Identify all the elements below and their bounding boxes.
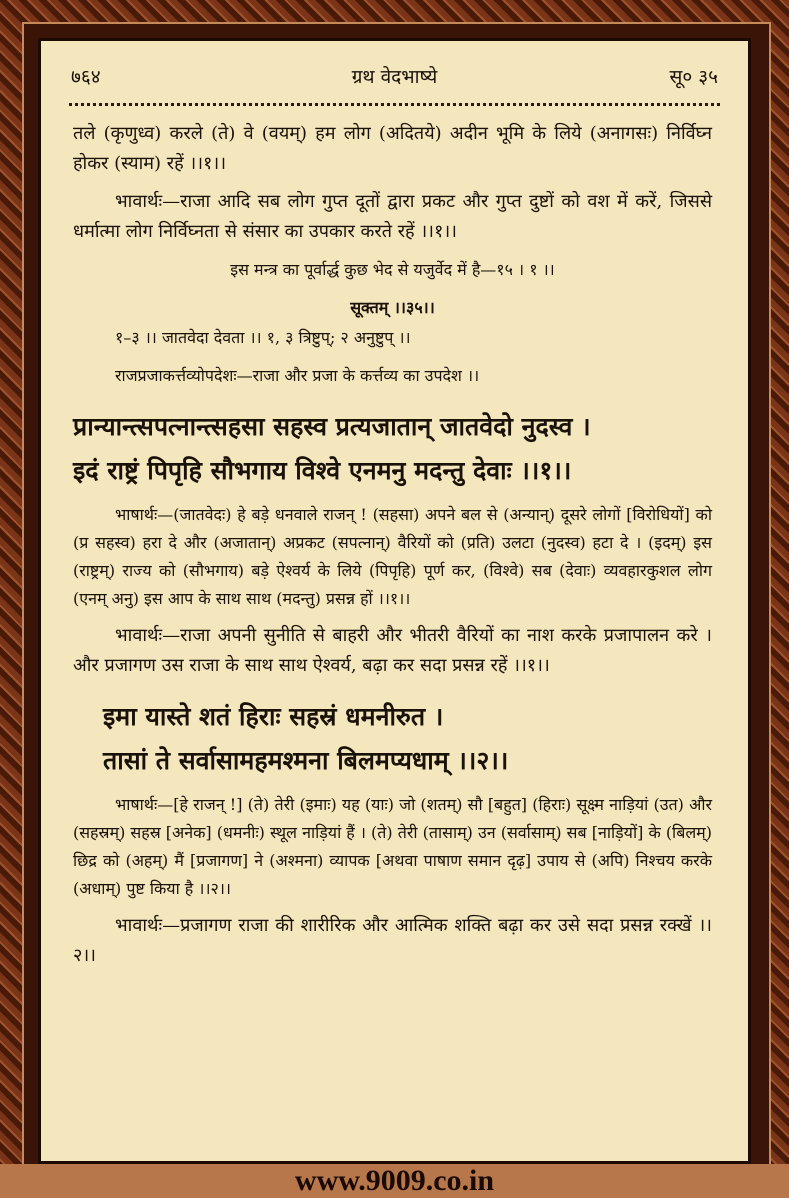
bhashartha-1: भाषार्थः—(जातवेदः) हे बड़े धनवाले राजन् ! (सहसा) अपने बल से (अन्यान्) दूसरे लोगों [विरोधियों] को (प्र सहस्व) हरा दे और (अजातान्) अप्रकट (सपत्नान्) वैरियों को (प्रति) उलटा (नुदस्व) हटा दे । (इदम्) इस (राष्ट्रम्) राज्य को (सौभगाय) बड़े ऐश्वर्य के लिये (पिपृहि) पूर्ण कर, (विश्वे) सब (देवाः) व्यवहारकुशल लोग (एनम् अनु) इस आप के साथ साथ (मदन्तु) प्रसन्न हों ।।१।। bbox=[73, 505, 712, 608]
mantra-2-line-2: तासां ते सर्वासामहमश्मना बिलमप्यधाम् ।।२।। bbox=[103, 746, 509, 775]
paragraph-1: तले (कृणुध्व) करले (ते) वे (वयम्) हम लोग (अदितये) अदीन भूमि के लिये (अनागसः) निर्विघ्न होकर (स्याम) रहें ।।१।। bbox=[73, 123, 712, 174]
page-header bbox=[71, 63, 718, 95]
sukta-reference: सू० ३५ bbox=[669, 66, 718, 88]
book-page bbox=[38, 38, 751, 1164]
bhavartha-2: भावार्थः—राजा अपनी सुनीति से बाहरी और भीतरी वैरियों का नाश करके प्रजापालन करे । और प्रजागण उस राजा के साथ साथ ऐश्वर्य, बढ़ा कर सदा प्रसन्न रहें ।।१।। bbox=[73, 625, 712, 676]
header-divider bbox=[69, 103, 720, 106]
mantra-1-line-1: प्रान्यान्त्सपत्नान्त्सहसा सहस्व प्रत्यजातान् जातवेदो नुदस्व । bbox=[73, 412, 591, 441]
mantra-2-line-1: इमा यास्ते शतं हिराः सहस्रं धमनीरुत । bbox=[103, 702, 444, 731]
devata-line: १–३ ।। जातवेदा देवता ।। १, ३ त्रिष्टुप्; २ अनुष्टुप् ।। bbox=[115, 328, 411, 347]
topic-line: राजप्रजाकर्त्तव्योपदेशः—राजा और प्रजा के कर्त्तव्य का उपदेश ।। bbox=[115, 366, 480, 385]
mantra-1-line-2: इदं राष्ट्रं पिपृहि सौभगाय विश्वे एनमनु मदन्तु देवाः ।।१।। bbox=[73, 456, 572, 485]
yajurveda-note: इस मन्त्र का पूर्वार्द्ध कुछ भेद से यजुर्वेद में है—१५ । १ ।। bbox=[230, 260, 555, 279]
sukta-heading: सूक्तम् ।।३५।। bbox=[350, 298, 435, 317]
bhavartha-3: भावार्थः—प्रजागण राजा की शारीरिक और आत्मिक शक्ति बढ़ा कर उसे सदा प्रसन्न रक्खें ।।२।। bbox=[73, 915, 712, 966]
website-footer: www.9009.co.in bbox=[0, 1164, 789, 1198]
page-content bbox=[73, 119, 712, 971]
bhashartha-2: भाषार्थः—[हे राजन् !] (ते) तेरी (इमाः) यह (याः) जो (शतम्) सौ [बहुत] (हिराः) सूक्ष्म नाड़ियां (उत) और (सहस्रम्) सहस्र [अनेक] (धमनीः) स्थूल नाड़ियां हैं । (ते) तेरी (तासाम्) उन (सर्वासाम्) सब [नाड़ियों] के (बिलम्) छिद्र को (अहम्) मैं [प्रजागण] ने (अश्मना) व्यापक [अथवा पाषाण समान दृढ़] उपाय से (अपि) निश्चय करके (अधाम्) पुष्ट किया है ।।२।। bbox=[73, 795, 712, 898]
page-number: ७६४ bbox=[71, 66, 101, 88]
book-title: ग्रथ वेदभाष्ये bbox=[351, 66, 438, 88]
bhavartha-1: भावार्थः—राजा आदि सब लोग गुप्त दूतों द्वारा प्रकट और गुप्त दुष्टों को वश में करें, जिससे धर्मात्मा लोग निर्विघ्नता से संसार का उपकार करते रहें ।।१।। bbox=[73, 191, 712, 242]
